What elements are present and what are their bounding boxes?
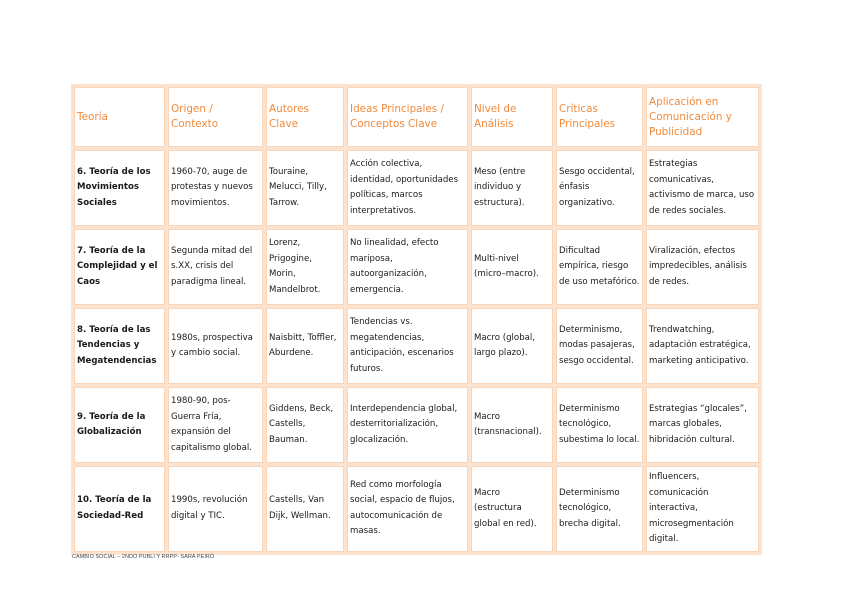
cell-origin: 1960-70, auge de protestas y nuevos movimientos. <box>168 150 263 226</box>
cell-ideas: Acción colectiva, identidad, oportunidades políticas, marcos interpretativos. <box>347 150 468 226</box>
header-authors: Autores Clave <box>266 87 344 147</box>
cell-authors: Lorenz, Prigogine, Morin, Mandelbrot. <box>266 229 344 305</box>
cell-level: Macro (estructura global en red). <box>471 466 553 552</box>
cell-ideas: No linealidad, efecto mariposa, autoorganización, emergencia. <box>347 229 468 305</box>
table-row <box>74 387 759 463</box>
table-row <box>74 466 759 552</box>
cell-application: Influencers, comunicación interactiva, microsegmentación digital. <box>646 466 759 552</box>
theories-table <box>71 84 762 555</box>
table-header-row <box>74 87 759 147</box>
cell-authors: Touraine, Melucci, Tilly, Tarrow. <box>266 150 344 226</box>
header-ideas: Ideas Principales / Conceptos Clave <box>347 87 468 147</box>
header-origin: Origen / Contexto <box>168 87 263 147</box>
page-footer: CAMBIO SOCIAL – 2NDO PUBLI Y RRPP- SARA PEIRÓ <box>72 554 215 560</box>
table-row <box>74 150 759 226</box>
cell-theory: 8. Teoría de las Tendencias y Megatendencias <box>74 308 165 384</box>
cell-level: Multi-nivel (micro–macro). <box>471 229 553 305</box>
cell-application: Estrategias comunicativas, activismo de marca, uso de redes sociales. <box>646 150 759 226</box>
cell-ideas: Interdependencia global, desterritorialización, glocalización. <box>347 387 468 463</box>
header-theory: Teoría <box>74 87 165 147</box>
cell-origin: 1980-90, pos-Guerra Fría, expansión del capitalismo global. <box>168 387 263 463</box>
cell-origin: 1980s, prospectiva y cambio social. <box>168 308 263 384</box>
cell-critiques: Sesgo occidental, énfasis organizativo. <box>556 150 643 226</box>
header-application: Aplicación en Comunicación y Publicidad <box>646 87 759 147</box>
cell-authors: Giddens, Beck, Castells, Bauman. <box>266 387 344 463</box>
cell-application: Viralización, efectos impredecibles, análisis de redes. <box>646 229 759 305</box>
cell-theory: 10. Teoría de la Sociedad-Red <box>74 466 165 552</box>
cell-origin: Segunda mitad del s.XX, crisis del paradigma lineal. <box>168 229 263 305</box>
table-row <box>74 308 759 384</box>
cell-application: Trendwatching, adaptación estratégica, marketing anticipativo. <box>646 308 759 384</box>
cell-origin: 1990s, revolución digital y TIC. <box>168 466 263 552</box>
cell-theory: 6. Teoría de los Movimientos Sociales <box>74 150 165 226</box>
cell-ideas: Red como morfología social, espacio de flujos, autocomunicación de masas. <box>347 466 468 552</box>
cell-application: Estrategias “glocales”, marcas globales, hibridación cultural. <box>646 387 759 463</box>
cell-level: Macro (transnacional). <box>471 387 553 463</box>
cell-ideas: Tendencias vs. megatendencias, anticipación, escenarios futuros. <box>347 308 468 384</box>
header-critiques: Críticas Principales <box>556 87 643 147</box>
cell-critiques: Determinismo tecnológico, brecha digital. <box>556 466 643 552</box>
cell-level: Meso (entre individuo y estructura). <box>471 150 553 226</box>
table-row <box>74 229 759 305</box>
cell-critiques: Dificultad empírica, riesgo de uso metafórico. <box>556 229 643 305</box>
cell-theory: 9. Teoría de la Globalización <box>74 387 165 463</box>
cell-theory: 7. Teoría de la Complejidad y el Caos <box>74 229 165 305</box>
header-level: Nivel de Análisis <box>471 87 553 147</box>
cell-level: Macro (global, largo plazo). <box>471 308 553 384</box>
cell-authors: Naisbitt, Toffler, Aburdene. <box>266 308 344 384</box>
cell-authors: Castells, Van Dijk, Wellman. <box>266 466 344 552</box>
cell-critiques: Determinismo, modas pasajeras, sesgo occidental. <box>556 308 643 384</box>
cell-critiques: Determinismo tecnológico, subestima lo local. <box>556 387 643 463</box>
